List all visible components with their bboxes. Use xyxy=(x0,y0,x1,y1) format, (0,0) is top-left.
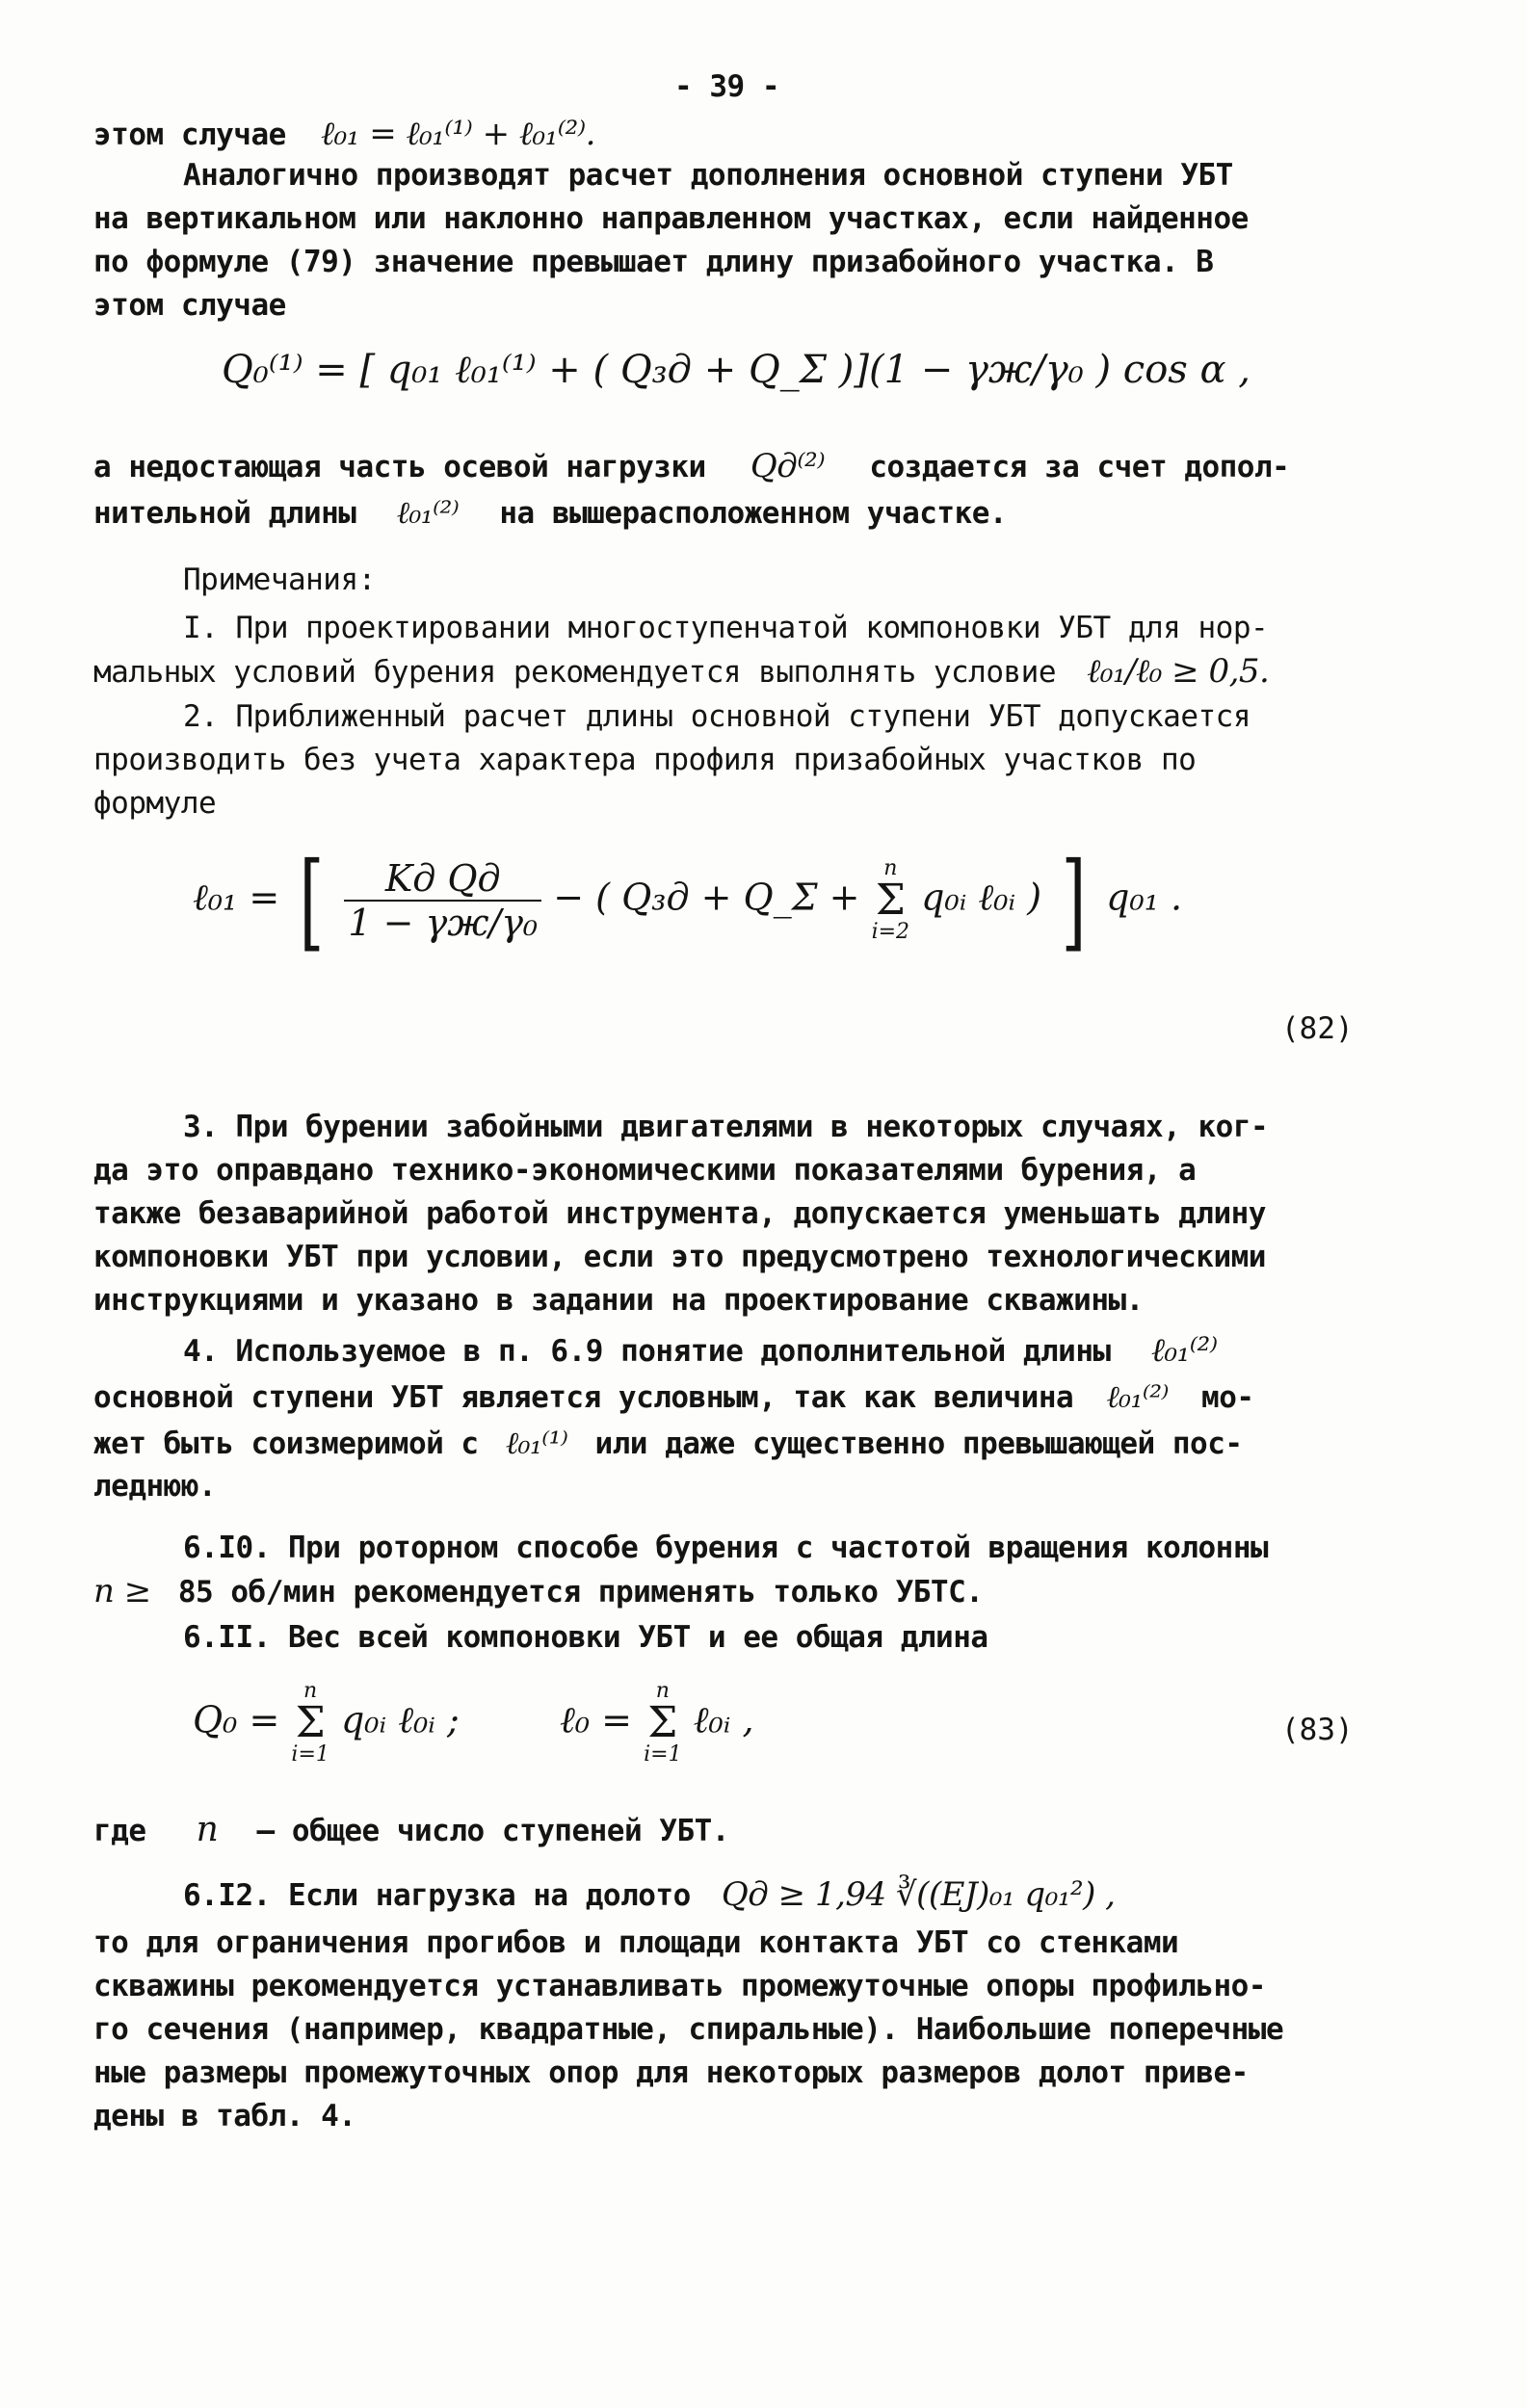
equation-number: (82) xyxy=(1281,1011,1354,1046)
text-line xyxy=(93,1809,729,1852)
equation-number: (83) xyxy=(1281,1713,1354,1747)
text-line xyxy=(93,1422,1243,1465)
display-equation: Q₀⁽¹⁾ = [ q₀₁ ℓ₀₁⁽¹⁾ + ( Q₃д + Q_Σ )](1 − γж/γ₀ ) cos α , xyxy=(222,348,1251,392)
page-number: - 39 - xyxy=(674,69,779,104)
text-fragment: 6.I2. Если нагрузка на долото xyxy=(183,1878,691,1913)
text-fragment: этом случае xyxy=(93,118,286,152)
text-fragment: – общее число ступеней УБТ. xyxy=(256,1814,729,1848)
text-line: производить без учета характера профиля призабойных участков по xyxy=(93,743,1197,777)
sum-body: ℓ₀ᵢ , xyxy=(693,1698,754,1741)
text-fragment: нительной длины xyxy=(93,496,356,531)
text-line: 2. Приближенный расчет длины основной ступени УБТ допускается xyxy=(183,699,1251,734)
sum-lower: i=1 xyxy=(291,1742,329,1767)
text-line xyxy=(93,113,595,156)
text-line: I. При проектировании многоступенчатой компоновки УБТ для нор- xyxy=(183,611,1269,645)
text-line: то для ограничения прогибов и площади контакта УБТ со стенками xyxy=(93,1925,1179,1960)
text-line: формуле xyxy=(93,786,217,821)
inline-formula: ℓ₀₁⁽²⁾ xyxy=(396,494,460,531)
eq-middle: − ( Q₃д + Q_Σ + xyxy=(553,876,860,919)
text-fragment: а недостающая часть осевой нагрузки xyxy=(93,450,706,484)
text-line: 3. При бурении забойными двигателями в некоторых случаях, ког- xyxy=(183,1110,1269,1144)
eq-tail: q₀₁ . xyxy=(1106,876,1183,919)
fraction-numerator: Kд Qд xyxy=(344,857,541,902)
text-line xyxy=(93,1570,983,1613)
sum-symbol: n Σ i=1 xyxy=(291,1679,329,1767)
text-line: скважины рекомендуется устанавливать промежуточные опоры профильно- xyxy=(93,1969,1266,2003)
sum-symbol: n Σ i=2 xyxy=(871,856,910,944)
fraction-denominator: 1 − γж/γ₀ xyxy=(348,902,539,944)
sum-upper: n xyxy=(883,856,898,880)
text-fragment: 4. Используемое в п. 6.9 понятие дополнительной длины xyxy=(183,1334,1111,1369)
text-line: этом случае xyxy=(93,288,286,323)
notes-title: Примечания: xyxy=(183,563,376,597)
inline-formula: ℓ₀₁/ℓ₀ ≥ 0,5. xyxy=(1087,652,1270,691)
text-line: да это оправдано технико-экономическими показателями бурения, а xyxy=(93,1153,1197,1188)
text-fragment: мальных условий бурения рекомендуется выполнять условие xyxy=(93,655,1056,690)
text-fragment: создается за счет допол- xyxy=(869,450,1290,484)
sum-symbol: n Σ i=1 xyxy=(644,1679,682,1767)
text-line xyxy=(93,491,1007,535)
text-line: 6.I0. При роторном способе бурения с частотой вращения колонны xyxy=(183,1531,1269,1565)
text-fragment: мо- xyxy=(1201,1380,1254,1415)
equation-83 xyxy=(193,1681,754,1766)
text-line: также безаварийной работой инструмента, допускается уменьшать длину xyxy=(93,1196,1266,1231)
bracket-open: [ xyxy=(299,839,325,962)
inline-formula: ℓ₀₁⁽²⁾ xyxy=(1106,1378,1169,1415)
text-line: инструкциями и указано в задании на проектирование скважины. xyxy=(93,1283,1144,1318)
inline-formula: ℓ₀₁ = ℓ₀₁⁽¹⁾ + ℓ₀₁⁽²⁾. xyxy=(320,115,595,153)
eq-lhs: ℓ₀ = xyxy=(560,1698,633,1741)
sum-lower: i=2 xyxy=(871,920,910,944)
equation-82 xyxy=(193,839,1183,962)
text-fragment: основной ступени УБТ является условным, так как величина xyxy=(93,1380,1074,1415)
eq-fraction xyxy=(344,857,541,944)
text-line xyxy=(183,1873,1115,1917)
text-line: дены в табл. 4. xyxy=(93,2099,356,2133)
text-line xyxy=(183,1329,1218,1373)
text-line xyxy=(93,650,1269,694)
eq-lhs: ℓ₀₁ = xyxy=(193,876,280,919)
sum-upper: n xyxy=(303,1679,318,1703)
text-line: на вертикальном или наклонно направленном участках, если найденное xyxy=(93,201,1249,236)
eq-lhs: Q₀ = xyxy=(193,1698,280,1741)
inline-formula: ℓ₀₁⁽¹⁾ xyxy=(505,1425,568,1461)
text-line xyxy=(93,1375,1254,1419)
text-line: компоновки УБТ при условии, если это предусмотрено технологическими xyxy=(93,1240,1266,1274)
inline-formula: ℓ₀₁⁽²⁾ xyxy=(1150,1331,1218,1370)
sum-body: q₀ᵢ ℓ₀ᵢ ; xyxy=(340,1698,460,1741)
text-fragment: где xyxy=(93,1814,146,1848)
text-fragment: или даже существенно превышающей пос- xyxy=(594,1426,1243,1461)
text-fragment: 85 об/мин рекомендуется применять только УБТС. xyxy=(177,1575,984,1610)
text-line: леднюю. xyxy=(93,1469,217,1504)
text-line: ные размеры промежуточных опор для некоторых размеров долот приве- xyxy=(93,2055,1249,2090)
text-line: по формуле (79) значение превышает длину призабойного участка. В xyxy=(93,245,1214,279)
inline-formula: Qд ≥ 1,94 ∛((EJ)₀₁ q₀₁²) , xyxy=(721,1875,1116,1914)
text-fragment: жет быть соизмеримой с xyxy=(93,1426,479,1461)
sum-body: q₀ᵢ ℓ₀ᵢ ) xyxy=(921,876,1042,919)
sum-upper: n xyxy=(655,1679,670,1703)
inline-formula: n ≥ xyxy=(93,1572,151,1610)
text-fragment: на вышерасположенном участке. xyxy=(499,496,1008,531)
text-line: го сечения (например, квадратные, спиральные). Наибольшие поперечные xyxy=(93,2012,1284,2047)
sum-lower: i=1 xyxy=(644,1742,682,1767)
text-line: 6.II. Вес всей компоновки УБТ и ее общая длина xyxy=(183,1620,988,1655)
text-line xyxy=(93,445,1289,488)
text-line: Аналогично производят расчет дополнения основной ступени УБТ xyxy=(183,158,1233,193)
inline-formula: Qд⁽²⁾ xyxy=(750,447,826,485)
inline-formula: n xyxy=(196,1810,219,1849)
bracket-close: ] xyxy=(1061,839,1087,962)
